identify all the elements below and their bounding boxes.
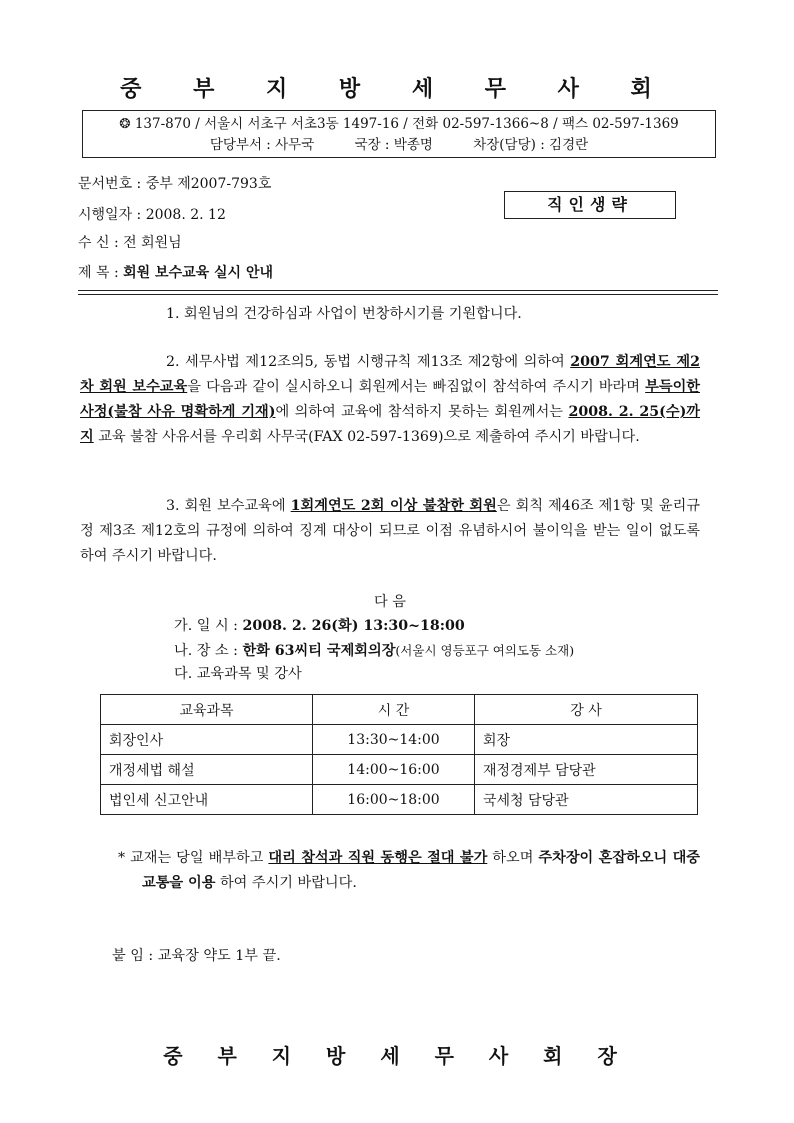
paragraph-3: 3. 회원 보수교육에 1회계연도 2회 이상 불참한 회원은 회칙 제46조 제1항 및 윤리규정 제3조 제12호의 규정에 의하여 징계 대상이 되므로 이점 유념하시어 불이익을 받는 일이 없도록 하여 주시기 바랍니다. — [80, 498, 700, 564]
address-line: ❂ 137-870 / 서울시 서초구 서초3동 1497-16 / 전화 02-597-1366~8 / 팩스 02-597-1369 — [119, 116, 679, 132]
letterhead-box — [82, 110, 716, 158]
highlight-absent: 1회계연도 2회 이상 불참한 회원 — [290, 498, 497, 514]
item-place: 나. 장 소 : 한화 63씨티 국제회의장(서울시 영등포구 여의도동 소재) — [174, 643, 575, 659]
daeum-heading: 다 음 — [374, 594, 406, 610]
subject-text: 회원 보수교육 실시 안내 — [123, 265, 273, 281]
issue-date: 시행일자 : 2008. 2. 12 — [78, 207, 226, 223]
paragraph-2: 2. 세무사법 제12조의5, 동법 시행규칙 제13조 제2항에 의하여 2007 회계연도 제2차 회원 보수교육을 다음과 같이 실시하오니 회원께서는 빠짐없이 참석하여 주시기 바라며 부득이한 사정(불참 사유 명확하게 기재)에 의하여 교육에 참석하지 못하는 회원께서는 2008. 2. 25(수)까지 교육 불참 사유서를 우리회 사무국(FAX 02-597-1369)으로 제출하여 주시기 바랍니다. — [80, 354, 701, 445]
col-subject: 교육과목 — [101, 695, 313, 725]
subject-line — [78, 262, 273, 282]
deputy-label: 차장(담당) : 김경란 — [473, 137, 589, 153]
highlight-reason: 부득이한 사정(불참 사유 명확하게 기재) — [80, 379, 700, 420]
doc-number: 문서번호 : 중부 제2007-793호 — [78, 176, 272, 192]
item-datetime: 가. 일 시 : 2008. 2. 26(화) 13:30~18:00 — [174, 618, 465, 634]
recipient: 수 신 : 전 회원님 — [78, 235, 182, 251]
highlight-deadline: 2008. 2. 25(수)까지 — [80, 404, 700, 445]
director-label: 국장 : 박종명 — [354, 137, 433, 153]
contact-line — [83, 135, 715, 156]
highlight-training: 2007 회계연도 제2차 회원 보수교육 — [80, 354, 701, 395]
seal-omitted-box: 직인생략 — [504, 191, 676, 219]
signature-line: 중 부 지 방 세 무 사 회 장 — [163, 1044, 631, 1068]
item-subjects: 다. 교육과목 및 강사 — [174, 666, 302, 682]
table-row: 회장인사 13:30~14:00 회장 — [101, 725, 698, 755]
org-emblem-icon: ❂ — [119, 116, 131, 132]
table-row: 법인세 신고안내 16:00~18:00 국세청 담당관 — [101, 785, 698, 815]
attachment-line: 붙 임 : 교육장 약도 1부 끝. — [112, 948, 281, 964]
table-header-row — [101, 695, 698, 725]
col-instructor: 강 사 — [475, 695, 698, 725]
dept-label: 담당부서 : 사무국 — [209, 137, 315, 153]
table-row: 개정세법 해설 14:00~16:00 재정경제부 담당관 — [101, 755, 698, 785]
paragraph-1: 1. 회원님의 건강하심과 사업이 번창하시기를 기원합니다. — [166, 306, 522, 322]
col-time: 시 간 — [313, 695, 475, 725]
notice: * 교재는 당일 배부하고 대리 참석과 직원 동행은 절대 불가 하오며 주차장이 혼잡하오니 대중교통을 이용 하여 주시기 바랍니다. — [118, 850, 700, 891]
document-title: 중 부 지 방 세 무 사 회 — [120, 76, 674, 102]
highlight-no-proxy: 대리 참석과 직원 동행은 절대 불가 — [268, 850, 488, 866]
highlight-parking: 주차장이 혼잡하오니 대중교통을 이용 — [142, 850, 700, 891]
schedule-table — [100, 694, 698, 815]
separator-line — [78, 290, 718, 295]
subject-label: 제 목 : — [78, 265, 124, 281]
